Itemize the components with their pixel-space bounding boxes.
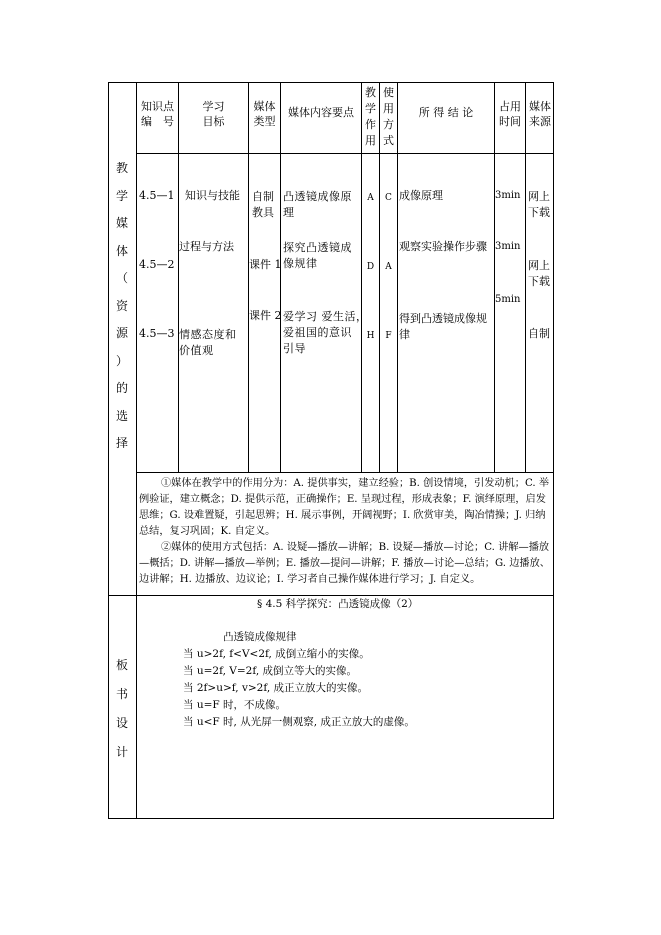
- col-divider-7: [494, 83, 495, 472]
- board-line-3: 当 2f>u>f, v>2f, 成正立放大的实像。: [183, 682, 369, 694]
- row1-content: 凸透镜成像原 理: [283, 190, 352, 219]
- col-divider-3: [280, 83, 281, 472]
- left-col-divider: [136, 83, 137, 819]
- lesson-table: [108, 82, 554, 819]
- header-role: 教 学 作 用: [365, 86, 376, 147]
- row2-content: 探究凸透镜成 像规律: [283, 241, 352, 270]
- board-line-2: 当 u=2f, V=2f, 成倒立等大的实像。: [183, 665, 358, 677]
- row1-conclusion: 成像原理: [399, 189, 443, 202]
- board-subtitle: 凸透镜成像规律: [223, 631, 297, 643]
- header-kp: 知识点 编 号: [141, 100, 174, 128]
- row3-type: 课件 2: [249, 309, 282, 322]
- media-role-note: ①媒体在教学中的作用分为：A. 提供事实，建立经验；B. 创设情境，引发动机；C. 举例验证，建立概念；D. 提供示范，正确操作；E. 呈现过程，形成表象；F. 演绎原理，启发思维；G. 设难置疑，引起思辨；H. 展示事例，开阔视野；I. 欣赏审美，陶冶情操；J. 归纳总结，复习巩固；K. 自定义。: [139, 478, 550, 537]
- row1-goal: 知识与技能: [185, 189, 240, 202]
- row2-id: 4.5—2: [139, 258, 175, 271]
- row1-id: 4.5—1: [139, 189, 175, 202]
- row2-role: D: [366, 262, 375, 272]
- col-divider-6: [397, 83, 398, 472]
- col-divider-1: [178, 83, 179, 472]
- row3-usage: F: [385, 331, 392, 341]
- row3-id: 4.5—3: [139, 327, 175, 340]
- row1-source: 网上 下载: [528, 190, 550, 219]
- header-goal: 学习 目标: [202, 100, 225, 128]
- row3-role: H: [366, 331, 375, 341]
- board-title: § 4.5 科学探究：凸透镜成像（2）: [257, 598, 419, 610]
- header-source: 媒体 来源: [529, 100, 551, 128]
- board-design-label: 板 书 设 计: [115, 658, 128, 759]
- row2-source: 网上 下载: [528, 259, 550, 288]
- rows-bottom-line: [136, 472, 554, 473]
- board-line-1: 当 u>2f, f<V<2f, 成倒立缩小的实像。: [183, 648, 370, 660]
- row3-goal: 情感态度和 价值观: [179, 328, 237, 357]
- board-line-5: 当 u<F 时, 从光屏一侧观察, 成正立放大的虚像。: [183, 716, 415, 728]
- row2-time: 3min: [495, 241, 521, 252]
- header-media-type: 媒体 类型: [253, 100, 276, 128]
- row2-goal: 过程与方法: [179, 240, 234, 253]
- media-selection-label: 教 学 媒 体 （ 资 源 ） 的 选 择: [115, 161, 128, 450]
- row2-conclusion: 观察实验操作步骤: [399, 240, 487, 253]
- header-content: 媒体内容要点: [288, 106, 354, 119]
- header-bottom-line: [136, 153, 554, 154]
- media-usage-note: ②媒体的使用方式包括：A. 设疑—播放—讲解；B. 设疑—播放—讨论；C. 讲解—播放—概括；D. 讲解—播放—举例；E. 播放—提问—讲解；F. 播放—讨论—总结；G. 边播放、边讲解；H. 边播放、边议论；I. 学习者自己操作媒体进行学习；J. 自定义。: [139, 542, 550, 585]
- row1-type: 自制 教具: [252, 190, 274, 219]
- row1-usage: C: [385, 193, 392, 203]
- row3-time: 5min: [495, 294, 521, 305]
- row1-role: A: [367, 193, 374, 203]
- header-time: 占用 时间: [499, 100, 521, 128]
- header-conclusion: 所 得 结 论: [418, 106, 474, 119]
- header-usage: 使 用 方 式: [383, 86, 394, 147]
- board-line-4: 当 u=F 时，不成像。: [183, 699, 287, 711]
- row1-time: 3min: [495, 190, 521, 201]
- row3-content: 爱学习 爱生活， 爱祖国的意识 引导: [283, 310, 368, 355]
- row3-conclusion: 得到凸透镜成像规 律: [399, 312, 487, 341]
- row2-type: 课件 1: [249, 258, 282, 271]
- col-divider-2: [248, 83, 249, 472]
- col-divider-8: [525, 83, 526, 472]
- row2-usage: A: [385, 262, 392, 272]
- row3-source: 自制: [528, 327, 550, 340]
